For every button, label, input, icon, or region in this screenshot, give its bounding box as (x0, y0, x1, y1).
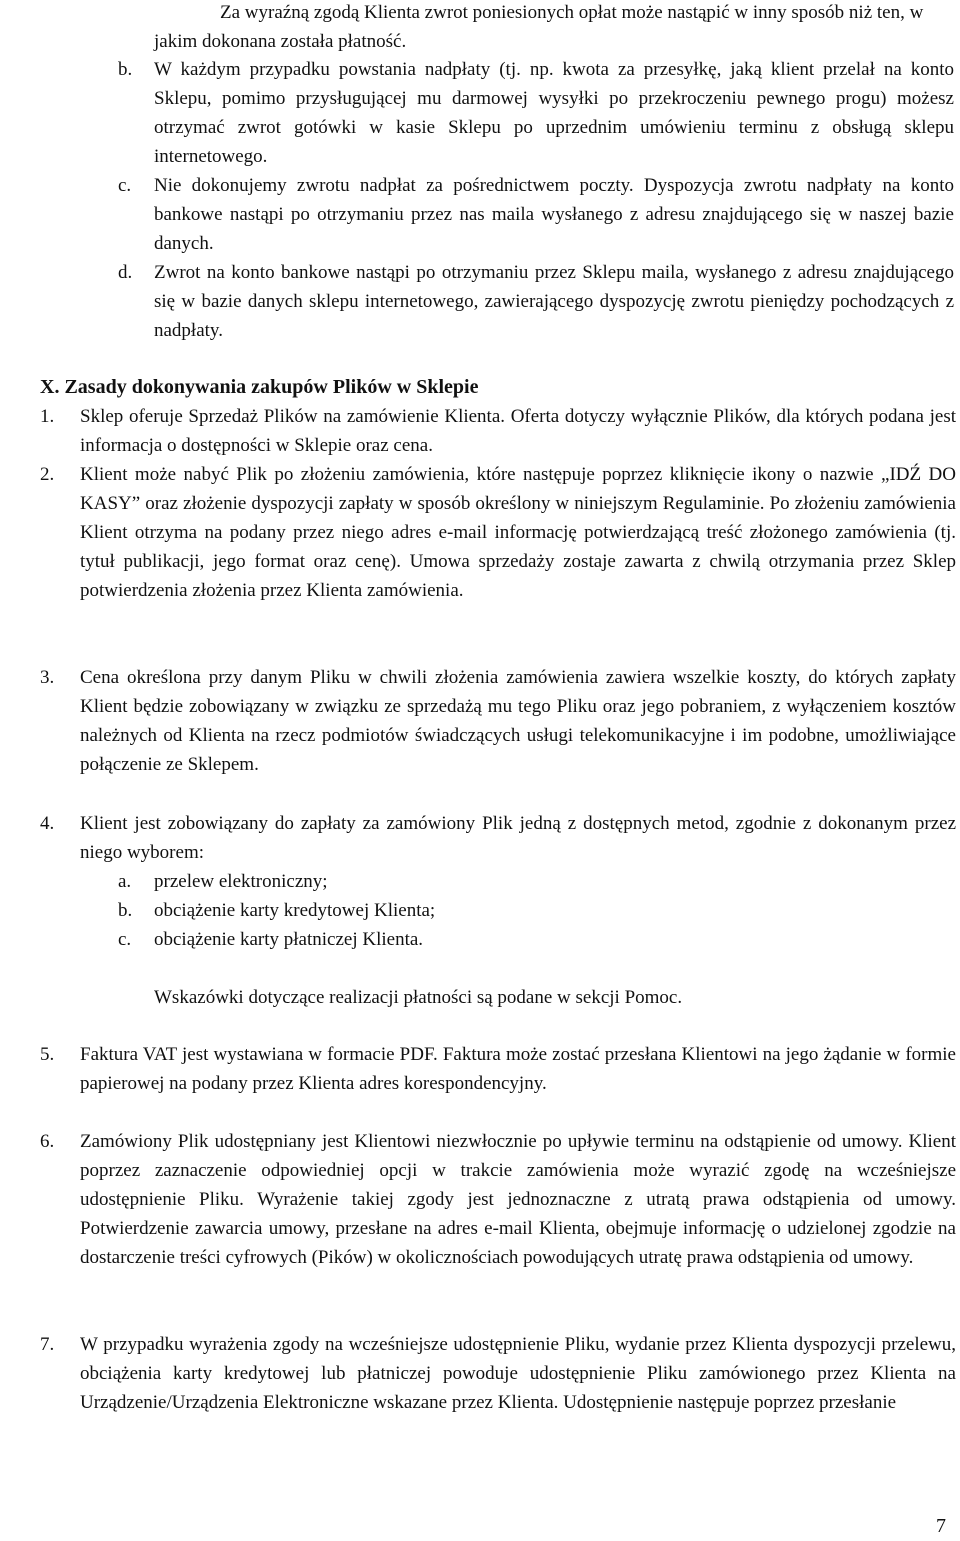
payment-note: Wskazówki dotyczące realizacji płatności są podane w sekcji Pomoc. (154, 987, 683, 1008)
list-item-c (118, 171, 954, 258)
item-number: 6. (40, 1131, 55, 1152)
list-item-d (118, 258, 954, 345)
item-text: Zamówiony Plik udostępniany jest Klientowi niezwłocznie po upływie terminu na odstąpienie od umowy. Klient poprzez zaznaczenie odpowiedniej opcji w trakcie zamówienia może wyrazić zgodę na wcześniejsze udostępnienie Pliku. Wyrażenie takiej zgody jest jednoznaczne z utratą prawa odstąpienia od umowy. Potwierdzenie zawarcia umowy, przesłane na adres e-mail Klienta, obejmuje informację o udzielonej zgodzie na dostarczenie treści cyfrowych (Pików) w okolicznościach powodujących utratę prawa odstąpienia od umowy. (80, 1131, 956, 1268)
payment-method-text: przelew elektroniczny; (154, 871, 328, 892)
numbered-item-4 (40, 809, 956, 867)
payment-method-a (118, 867, 718, 896)
numbered-item-6 (40, 1127, 956, 1272)
numbered-item-7 (40, 1330, 956, 1417)
list-marker: c. (118, 929, 132, 950)
item-text: Faktura VAT jest wystawiana w formacie PDF. Faktura może zostać przesłana Klientowi na jego żądanie w formie papierowej na podany przez Klienta adres korespondencyjny. (80, 1044, 956, 1094)
payment-method-text: obciążenie karty kredytowej Klienta; (154, 900, 436, 921)
payment-method-b (118, 896, 718, 925)
list-item-text: Nie dokonujemy zwrotu nadpłat za pośrednictwem poczty. Dyspozycja zwrotu nadpłaty na konto bankowe nastąpi po otrzymaniu przez nas maila wysłanego z adresu znajdującego się w naszej bazie danych. (154, 175, 954, 254)
item-number: 1. (40, 406, 55, 427)
item-number: 3. (40, 667, 55, 688)
item-text: W przypadku wyrażenia zgody na wcześniejsze udostępnienie Pliku, wydanie przez Klienta dyspozycji przelewu, obciążenia karty kredytowej lub płatniczej powoduje udostępnienie Pliku zamówionego przez Klienta na Urządzenie/Urządzenia Elektroniczne wskazane przez Klienta. Udostępnienie następuje poprzez przesłanie (80, 1334, 956, 1413)
numbered-item-3 (40, 663, 956, 779)
item-number: 2. (40, 464, 55, 485)
section-heading: X. Zasady dokonywania zakupów Plików w Sklepie (40, 376, 479, 398)
page-number: 7 (936, 1515, 946, 1537)
numbered-item-2 (40, 460, 956, 605)
list-marker: a. (118, 871, 132, 892)
item-number: 5. (40, 1044, 55, 1065)
intro-paragraph: Za wyraźną zgodą Klienta zwrot poniesionych opłat może nastąpić w inny sposób niż ten, w jakim dokonana została płatność. (154, 2, 924, 52)
item-text: Cena określona przy danym Pliku w chwili złożenia zamówienia zawiera wszelkie koszty, do których zapłaty Klient będzie zobowiązany w związku ze sprzedażą mu tego Pliku oraz jego pobraniem, z wyłączeniem kosztów należnych od Klienta na rzecz podmiotów świadczących usługi telekomunikacyjne i im podobne, umożliwiające połączenie ze Sklepem. (80, 667, 956, 775)
list-marker: d. (118, 262, 133, 283)
list-item-text: Zwrot na konto bankowe nastąpi po otrzymaniu przez Sklepu maila, wysłanego z adresu znajdującego się w bazie danych sklepu internetowego, zawierającego dyspozycję zwrotu pieniędzy pochodzących z nadpłaty. (154, 262, 954, 341)
payment-method-text: obciążenie karty płatniczej Klienta. (154, 929, 424, 950)
item-number: 4. (40, 813, 55, 834)
payment-method-c (118, 925, 718, 954)
item-number: 7. (40, 1334, 55, 1355)
list-item-text: W każdym przypadku powstania nadpłaty (tj. np. kwota za przesyłkę, jaką klient przelał na konto Sklepu, pomimo przysługującej mu darmowej wysyłki po przekroczeniu pewnego progu) możesz otrzymać zwrot gotówki w kasie Sklepu po uprzednim umówieniu terminu z obsługą sklepu internetowego. (154, 59, 954, 167)
list-marker: b. (118, 59, 133, 80)
list-marker: c. (118, 175, 132, 196)
item-text: Klient może nabyć Plik po złożeniu zamówienia, które następuje poprzez kliknięcie ikony o nazwie „IDŹ DO KASY” oraz złożenie dyspozycji zapłaty w sposób określony w niniejszym Regulaminie. Po złożeniu zamówienia Klient otrzyma na podany przez niego adres e-mail informację potwierdzającą treść złożonego zamówienia (tj. tytuł publikacji, jego format oraz cenę). Umowa sprzedaży zostaje zawarta z chwilą otrzymania przez Sklep potwierdzenia złożenia przez Klienta zamówienia. (80, 464, 956, 601)
list-item-b (118, 55, 954, 171)
list-marker: b. (118, 900, 133, 921)
item-text: Klient jest zobowiązany do zapłaty za zamówiony Plik jedną z dostępnych metod, zgodnie z dokonanym przez niego wyborem: (80, 813, 956, 863)
item-text: Sklep oferuje Sprzedaż Plików na zamówienie Klienta. Oferta dotyczy wyłącznie Plików, dla których podana jest informacja o dostępności w Sklepie oraz cena. (80, 406, 956, 456)
numbered-item-5 (40, 1040, 956, 1098)
numbered-item-1 (40, 402, 956, 460)
